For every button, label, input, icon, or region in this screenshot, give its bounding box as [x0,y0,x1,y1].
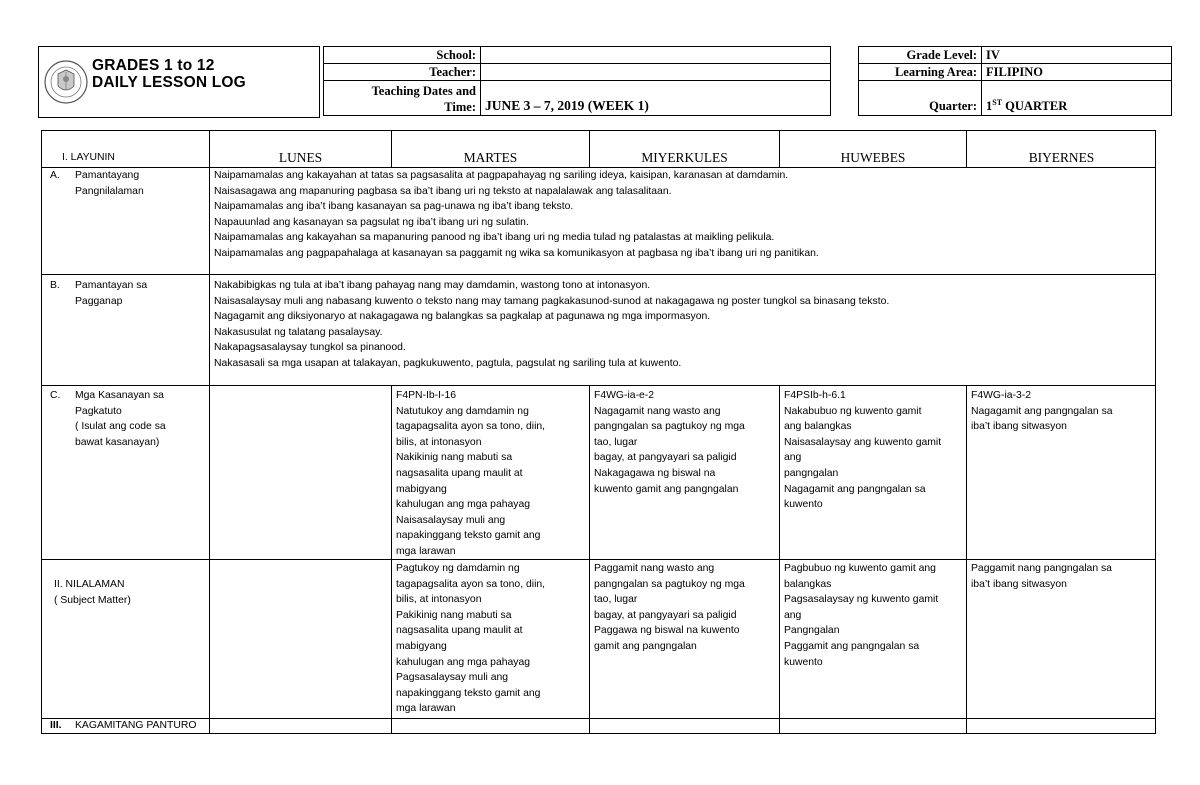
deped-seal-icon [44,50,88,114]
section-ii-martes: Pagtukoy ng damdamin ng tagapagsalita ayon sa tono, diin, bilis, at intonasyon Pakikinig nang mabuti sa nagsasalita upang maulit at mabigyang kahulugan ang mga pahayag Pagsasalaysay muli ang napakinggang teksto gamit ang mga larawan [396,563,546,715]
section-ii-miyerkules: Paggamit nang wasto ang pangngalan sa pagtukoy ng mga tao, lugar bagay, at pangyayari sa paligid Paggawa ng biswal na kuwento gamit ang pangngalan [594,563,745,652]
learning-area-label: Learning Area: [859,64,982,81]
section-c-miyerkules: F4WG-ia-e-2 Nagagamit nang wasto ang pangngalan sa pagtukoy ng mga tao, lugar bagay, at pangyayari sa paligid Nakagagawa ng biswal na kuwento gamit ang pangngalan [594,390,745,495]
section-a-text: Naipamamalas ang kakayahan at tatas sa pagsasalita at pagpapahayag ng sariling ideya, kaisipan, karanasan at damdamin. Naisasagawa ang mapanuring pagbasa sa iba’t ibang uri ng teksto at napalalawak ang talasalitaan. Naipamamalas ang iba’t ibang kasanayan sa pag-unawa ng iba’t ibang teksto. Napauunlad ang kasanayan sa pagsulat ng iba’t ibang uri ng sulatin. Naipamamalas ang kakayahan sa mapanuring panood ng iba’t ibang uri ng media tulad ng patalastas at maikling pelikula. Naipamamalas ang pagpapahalaga at kasanayan sa paggamit ng wika sa komunikasyon at pagbasa ng iba’t ibang uri ng panitikan. [214,170,819,259]
quarter-label: Quarter: [859,81,982,116]
column-divider [391,385,392,734]
section-b-letter: B. [50,280,60,291]
learning-area-value: FILIPINO [982,64,1172,81]
section-b-label: Pamantayan sa Pagganap [75,280,148,307]
header-title-line2: DAILY LESSON LOG [92,74,246,91]
column-divider [209,130,210,734]
school-label: School: [324,47,481,64]
day-header-huwebes: HUWEBES [840,150,906,165]
day-header-biyernes: BIYERNES [1028,150,1095,165]
section-ii-huwebes: Pagbubuo ng kuwento gamit ang balangkas Pagsasalaysay ng kuwento gamit ang Pangngalan Paggamit ang pangngalan sa kuwento [784,563,939,668]
section-c-biyernes: F4WG-ia-3-2 Nagagamit ang pangngalan sa iba’t ibang sitwasyon [971,390,1113,433]
layunin-heading: I. LAYUNIN [62,152,115,163]
section-c-label: Mga Kasanayan sa Pagkatuto ( Isulat ang code sa bawat kasanayan) [75,390,166,448]
teacher-label: Teacher: [324,64,481,81]
teaching-dates-value: JUNE 3 – 7, 2019 (WEEK 1) [481,81,831,116]
day-header-lunes: LUNES [278,150,323,165]
section-ii-label: II. NILALAMAN ( Subject Matter) [54,579,131,606]
column-divider [779,385,780,734]
section-a-letter: A. [50,170,60,181]
section-c-huwebes: F4PSIb-h-6.1 Nakabubuo ng kuwento gamit ang balangkas Naisasalaysay ang kuwento gamit ang pangngalan Nagagamit ang pangngalan sa kuwento [784,390,942,511]
column-divider [966,385,967,734]
section-ii-biyernes: Paggamit nang pangngalan sa iba’t ibang sitwasyon [971,563,1112,590]
column-divider [589,385,590,734]
grade-level-value: IV [982,47,1172,64]
section-c-letter: C. [50,390,61,401]
day-header-martes: MARTES [463,150,518,165]
school-value [481,47,831,64]
quarter-value: 1ST QUARTER [982,81,1172,116]
header-info-table [323,46,1172,116]
section-a-label: Pamantayang Pangnilalaman [75,170,144,197]
grade-level-label: Grade Level: [859,47,982,64]
day-header-miyerkules: MIYERKULES [641,150,728,165]
section-c-martes: F4PN-Ib-I-16 Natutukoy ang damdamin ng tagapagsalita ayon sa tono, diin, bilis, at intonasyon Nakikinig nang mabuti sa nagsasalita upang maulit at mabigyang kahulugan ang mga pahayag Naisasalaysay muli ang napakinggang teksto gamit ang mga larawan [396,390,546,557]
section-iii-label: KAGAMITANG PANTURO [75,720,197,731]
section-b-text: Nakabibigkas ng tula at iba’t ibang pahayag nang may damdamin, wastong tono at intonasyon. Naisasalaysay muli ang nabasang kuwento o teksto nang may tamang pagkakasunod-sunod at nakagagawa ng poster tungkol sa binasang teksto. Nagagamit ang diksiyonaryo at nakagagawa ng balangkas sa pagkalap at pagunawa ng mga impormasyon. Nakasusulat ng talatang pasalaysay. Nakapagsasalaysay tungkol sa pinanood. Nakasasali sa mga usapan at talakayan, pagkukuwento, pagtula, pagsulat ng sariling tula at kuwento. [214,280,890,369]
header-title-line1: GRADES 1 to 12 [92,57,215,74]
teacher-value [481,64,831,81]
section-iii-number: III. [50,720,62,731]
teaching-dates-label: Teaching Dates and Time: [324,81,481,116]
